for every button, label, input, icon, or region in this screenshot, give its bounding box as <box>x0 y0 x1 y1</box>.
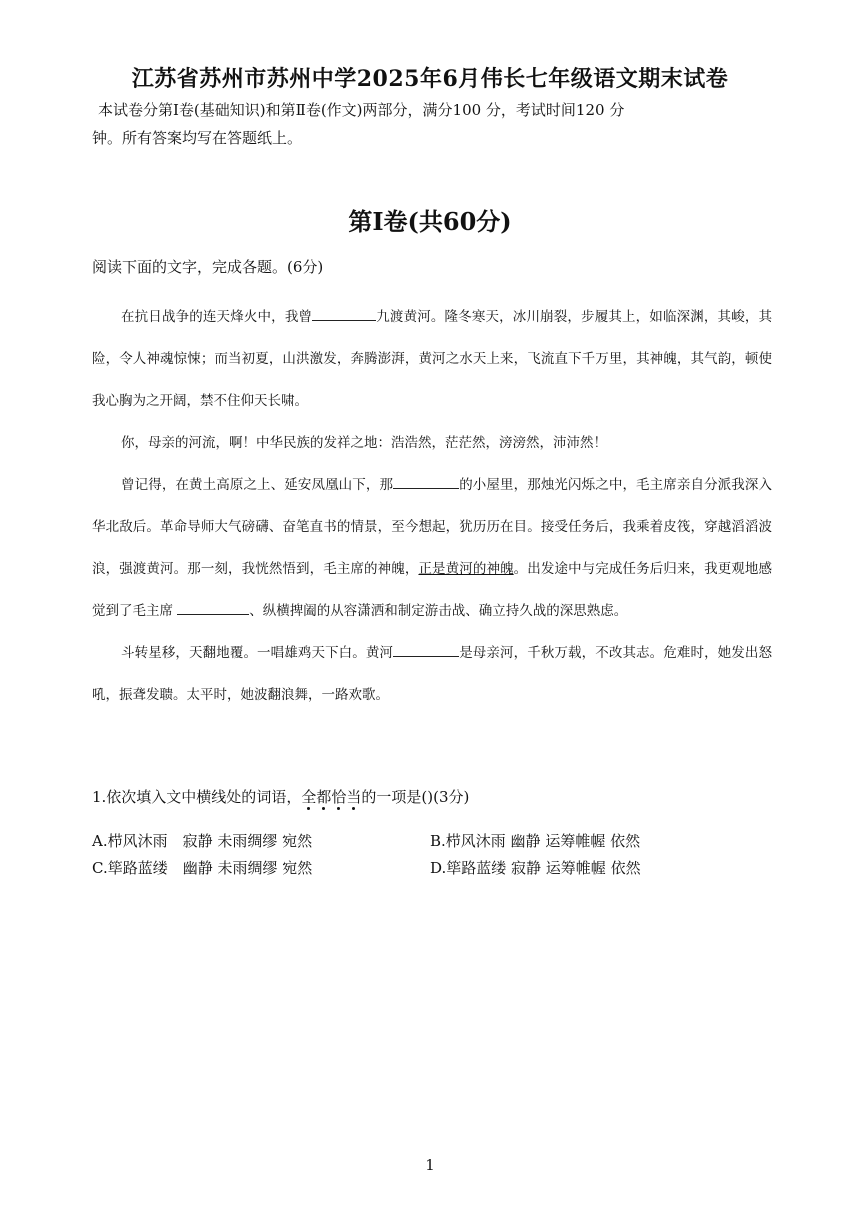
fill-blank-1 <box>312 305 376 321</box>
intro-line-2: 钟。所有答案均写在答题纸上。 <box>92 129 303 147</box>
intro-line-1: 本试卷分第Ⅰ卷(基础知识)和第Ⅱ卷(作文)两部分，满分100 分，考试时间120 分 <box>98 101 625 119</box>
underlined-phrase: 正是黄河的神魄 <box>418 561 514 577</box>
reading-instruction: 阅读下面的文字，完成各题。(6分) <box>92 258 324 276</box>
question-1: 1.依次填入文中横线处的词语，全都恰当的一项是()(3分) <box>92 788 470 806</box>
section-title: 第Ⅰ卷(共60分) <box>348 207 512 236</box>
emphasis-char: 全 <box>301 788 317 806</box>
passage-paragraph-3: 曾记得，在黄土高原之上、延安凤凰山下，那 的小屋里，那烛光闪烁之中，毛主席亲自分派我深入华北敌后。革命导师大气磅礴、奋笔直书的情景，至今想起，犹历历在目。接受任务后，我乘着皮筏，穿越滔滔波浪，强渡黄河。那一刻，我恍然悟到，毛主席的神魄，正是黄河的神魄。出发途中与完成任务后归来，我更观地感觉到了毛主席 、纵横捭阖的从容潇洒和制定游击战、确立持久战的深思熟虑。 <box>92 464 772 632</box>
fill-blank-2 <box>393 473 459 489</box>
exam-intro <box>92 96 772 152</box>
reading-passage <box>92 296 772 716</box>
emphasis-char: 恰 <box>331 788 347 806</box>
fill-blank-3 <box>177 599 249 615</box>
emphasis-char: 当 <box>346 788 362 806</box>
passage-paragraph-1: 在抗日战争的连天烽火中，我曾 九渡黄河。隆冬寒天，冰川崩裂，步履其上，如临深渊，其峻，其险，令人神魂惊悚；而当初夏，山洪激发，奔腾澎湃，黄河之水天上来，飞流直下千万里，其神魄，其气韵，顿使我心胸为之开阔，禁不住仰天长啸。 <box>92 296 772 422</box>
option-d: D.筚路蓝缕 寂静 运筹帷幄 依然 <box>430 859 641 877</box>
passage-paragraph-2: 你，母亲的河流，啊！中华民族的发祥之地：浩浩然，茫茫然，滂滂然，沛沛然！ <box>121 435 607 451</box>
passage-paragraph-4: 斗转星移，天翻地覆。一唱雄鸡天下白。黄河 是母亲河，千秋万载，不改其志。危难时，她发出怒吼，振聋发聩。太平时，她波翻浪舞，一路欢歌。 <box>92 632 772 716</box>
option-c: C.筚路蓝缕 幽静 未雨绸缪 宛然 <box>92 859 313 877</box>
option-a: A.栉风沐雨 寂静 未雨绸缪 宛然 <box>92 832 313 850</box>
fill-blank-4 <box>393 641 459 657</box>
option-b: B.栉风沐雨 幽静 运筹帷幄 依然 <box>430 832 641 850</box>
exam-title: 江苏省苏州市苏州中学2025年6月伟长七年级语文期末试卷 <box>131 66 729 92</box>
answer-options <box>92 828 772 882</box>
emphasis-char: 都 <box>316 788 332 806</box>
page-number: 1 <box>425 1156 435 1174</box>
